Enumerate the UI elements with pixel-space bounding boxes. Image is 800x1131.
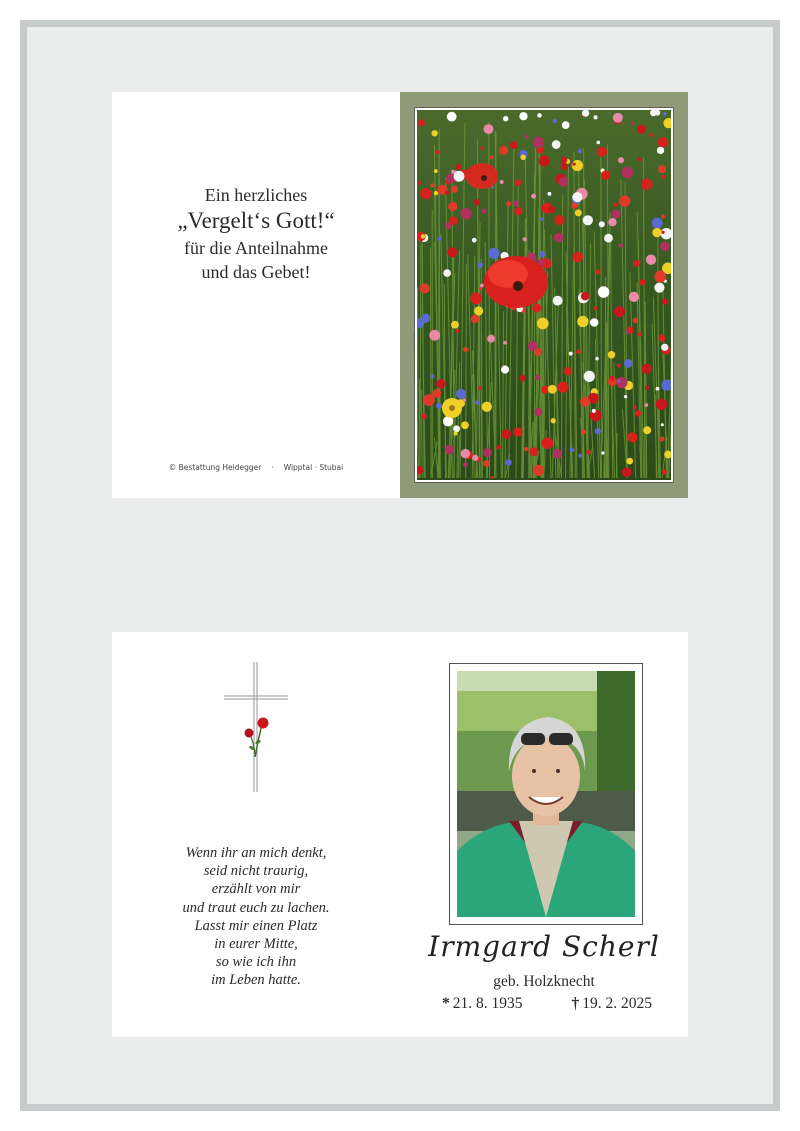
deceased-name: Irmgard Scherl: [428, 930, 660, 963]
thanks-line-1: Ein herzliches: [204, 185, 308, 205]
poem-line: so wie ich ihn: [215, 954, 297, 971]
thanks-line-3: für die Anteilnahme: [184, 238, 328, 258]
birth-date-value: 21. 8. 1935: [452, 995, 523, 1012]
death-cross-icon: †: [571, 995, 580, 1012]
cross-with-rose-icon: [222, 662, 292, 797]
memorial-poem: [112, 844, 400, 990]
image-inner-border: [415, 108, 673, 482]
poem-line: erzählt von mir: [211, 881, 301, 898]
portrait-illustration: [457, 671, 635, 917]
poem-line: Wenn ihr an mich denkt,: [185, 845, 327, 861]
credit-separator: ·: [271, 463, 274, 472]
life-dates: [442, 995, 652, 1013]
birth-star-icon: *: [442, 995, 450, 1012]
death-date: [572, 995, 653, 1013]
flower-meadow-image: [400, 92, 688, 498]
portrait-frame: [449, 663, 643, 925]
poem-line: im Leben hatte.: [211, 972, 301, 989]
poem-line: Lasst mir einen Platz: [194, 917, 318, 934]
thanks-line-4: und das Gebet!: [201, 262, 311, 282]
death-date-value: 19. 2. 2025: [582, 995, 652, 1012]
poem-line: und traut euch zu lachen.: [182, 899, 330, 916]
poem-line: seid nicht traurig,: [203, 863, 309, 880]
thanks-line-2: „Vergelt‘s Gott!“: [177, 208, 335, 233]
birth-date: [442, 995, 523, 1013]
credit-left: © Bestattung Heidegger: [168, 463, 262, 472]
credit-right: Wipptal · Stubai: [283, 463, 344, 472]
funeral-home-credit: [112, 463, 400, 472]
maiden-name: geb. Holzknecht: [493, 973, 595, 990]
portrait-photo: [457, 671, 635, 917]
poem-line: in eurer Mitte,: [214, 936, 298, 953]
memorial-card: [112, 632, 688, 1037]
thank-you-text: [112, 184, 400, 284]
thank-you-card: [112, 92, 688, 498]
